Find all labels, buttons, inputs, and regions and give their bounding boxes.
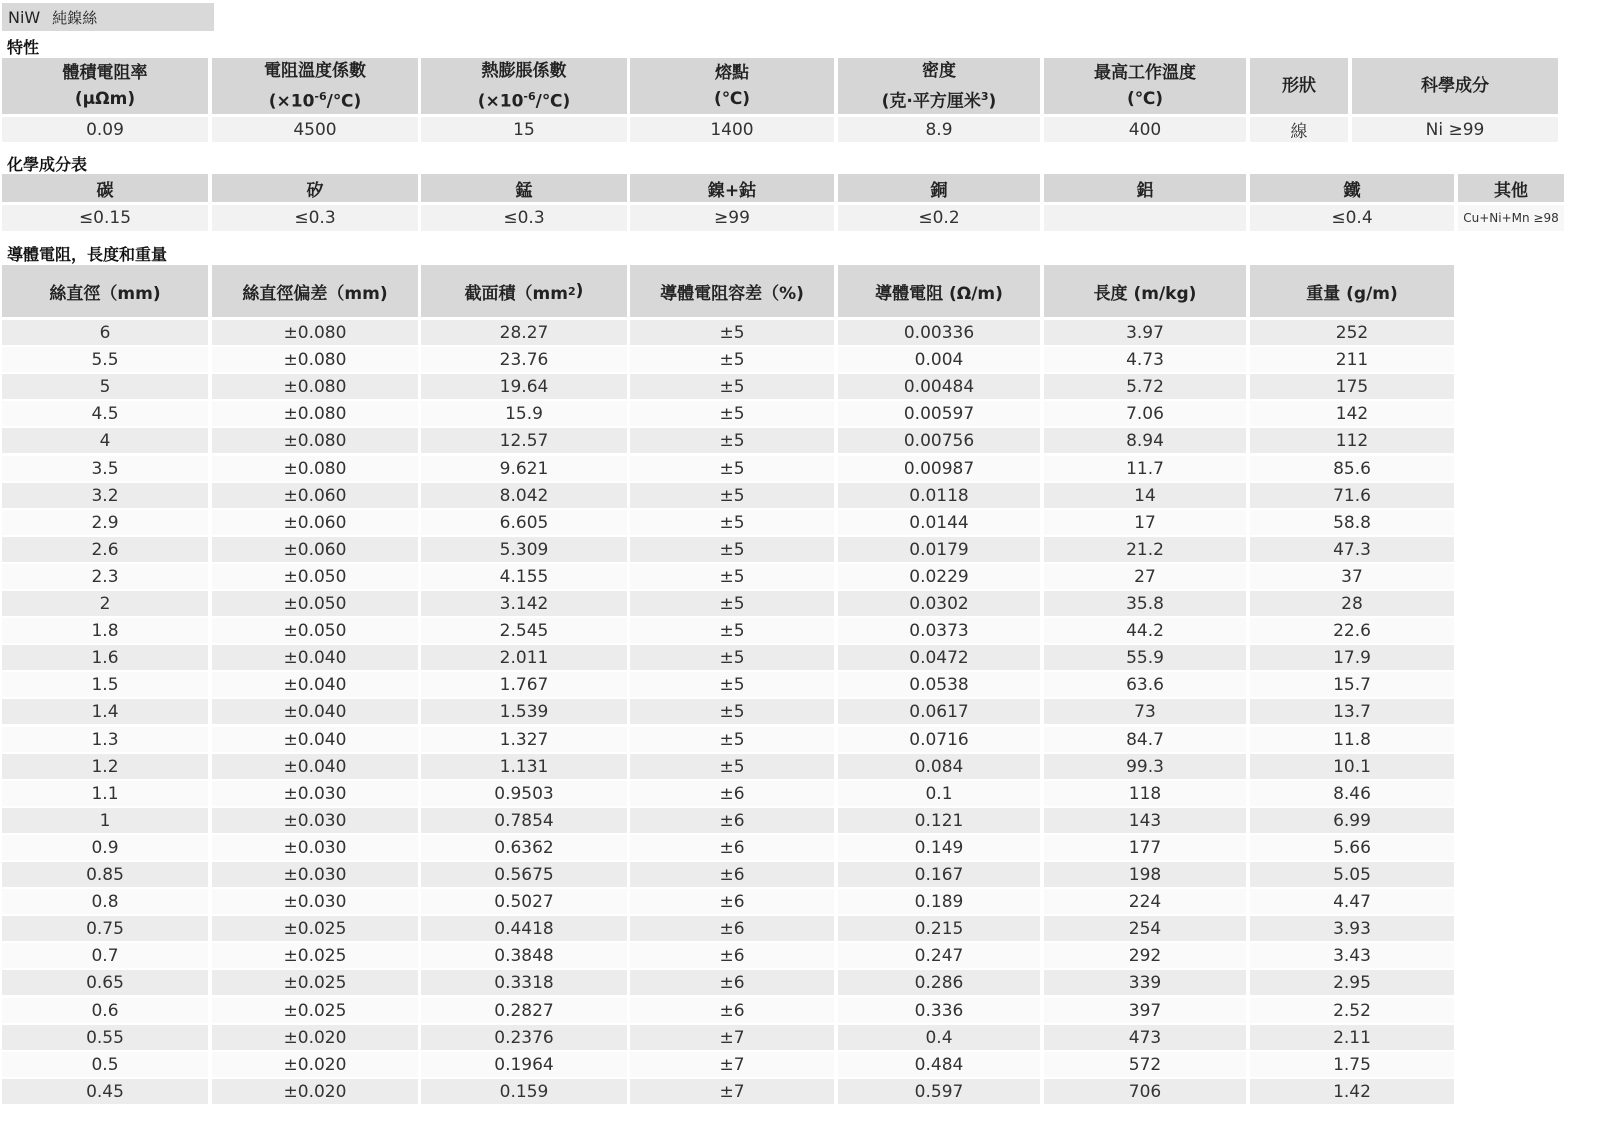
table-cell: 27	[1044, 564, 1246, 589]
table-cell: 2	[2, 591, 208, 616]
table-cell: ±5	[630, 672, 834, 697]
table-cell: 3.5	[2, 456, 208, 481]
table-cell: 5.05	[1250, 862, 1454, 887]
table-cell: ±0.040	[212, 754, 418, 779]
property-header-line2	[1127, 86, 1163, 112]
table-cell: 397	[1044, 998, 1246, 1023]
table-cell: 292	[1044, 943, 1246, 968]
table-cell: 0.159	[421, 1079, 627, 1104]
chemical-header: 錳	[421, 174, 627, 202]
property-value: Ni ≥99	[1352, 117, 1558, 142]
table-cell: 6	[2, 320, 208, 345]
table-cell: ±0.080	[212, 320, 418, 345]
table-cell: 3.142	[421, 591, 627, 616]
table-cell: 0.75	[2, 916, 208, 941]
property-value: 8.9	[838, 117, 1040, 142]
table-cell: ±0.080	[212, 428, 418, 453]
chemical-value: ≤0.15	[2, 205, 208, 231]
section-title-properties: 特性	[7, 38, 40, 57]
table-cell: 63.6	[1044, 672, 1246, 697]
table-cell: 0.5027	[421, 889, 627, 914]
table-cell: 118	[1044, 781, 1246, 806]
table-cell: 0.0716	[838, 727, 1040, 752]
table-cell: 0.6362	[421, 835, 627, 860]
table-cell: ±5	[630, 564, 834, 589]
table-cell: ±5	[630, 510, 834, 535]
table-cell: 73	[1044, 699, 1246, 724]
table-cell: 44.2	[1044, 618, 1246, 643]
property-value: 15	[421, 117, 627, 142]
table-cell: 8.042	[421, 483, 627, 508]
table-cell: 0.7	[2, 943, 208, 968]
table-cell: 2.9	[2, 510, 208, 535]
resistance-header	[421, 265, 627, 317]
property-unit: (克·平方厘米	[881, 91, 981, 112]
table-cell: 13.7	[1250, 699, 1454, 724]
property-unit: (×10	[268, 91, 315, 112]
table-cell: ±5	[630, 645, 834, 670]
table-cell: 0.247	[838, 943, 1040, 968]
table-cell: 0.336	[838, 998, 1040, 1023]
table-cell: 99.3	[1044, 754, 1246, 779]
property-unit: (℃)	[1126, 89, 1164, 109]
property-header-line1: 熔點	[715, 63, 749, 83]
table-cell: ±0.050	[212, 618, 418, 643]
table-cell: 0.00336	[838, 320, 1040, 345]
table-cell: ±5	[630, 699, 834, 724]
property-header-line2	[882, 84, 997, 115]
table-cell: ±0.040	[212, 672, 418, 697]
table-cell: 8.46	[1250, 781, 1454, 806]
table-cell: 10.1	[1250, 754, 1454, 779]
table-cell: ±0.060	[212, 483, 418, 508]
table-cell: 5.66	[1250, 835, 1454, 860]
table-cell: 3.93	[1250, 916, 1454, 941]
table-cell: 198	[1044, 862, 1246, 887]
table-cell: 1.539	[421, 699, 627, 724]
table-cell: 175	[1250, 374, 1454, 399]
table-cell: ±0.030	[212, 808, 418, 833]
table-cell: 2.6	[2, 537, 208, 562]
table-cell: 37	[1250, 564, 1454, 589]
table-cell: 0.0229	[838, 564, 1040, 589]
table-cell: ±7	[630, 1079, 834, 1104]
table-cell: 5.309	[421, 537, 627, 562]
table-cell: 2.95	[1250, 970, 1454, 995]
property-header-line2	[75, 86, 135, 112]
table-cell: 0.2827	[421, 998, 627, 1023]
resistance-header-label: 絲直徑（mm)	[49, 283, 161, 304]
table-cell: ±6	[630, 889, 834, 914]
table-cell: 2.3	[2, 564, 208, 589]
table-cell: ±0.060	[212, 537, 418, 562]
section-title-chemical: 化學成分表	[7, 155, 88, 174]
table-cell: 1.8	[2, 618, 208, 643]
table-cell: ±7	[630, 1025, 834, 1050]
table-cell: 0.149	[838, 835, 1040, 860]
table-cell: 21.2	[1044, 537, 1246, 562]
title-bar	[2, 3, 214, 31]
property-header-line2	[714, 86, 750, 112]
table-cell: ±6	[630, 862, 834, 887]
table-cell: 15.9	[421, 401, 627, 426]
property-header-line1: 熱膨脹係數	[481, 60, 567, 81]
property-unit: (×10	[477, 91, 524, 112]
property-value: 0.09	[2, 117, 208, 142]
table-cell: 473	[1044, 1025, 1246, 1050]
table-cell: 177	[1044, 835, 1246, 860]
table-cell: ±5	[630, 727, 834, 752]
table-cell: 0.004	[838, 347, 1040, 372]
table-cell: ±0.025	[212, 916, 418, 941]
table-cell: ±0.080	[212, 347, 418, 372]
table-cell: 0.0118	[838, 483, 1040, 508]
table-cell: 0.9	[2, 835, 208, 860]
section-title-resistance: 導體電阻，長度和重量	[7, 245, 168, 264]
table-cell: ±5	[630, 754, 834, 779]
table-cell: ±5	[630, 618, 834, 643]
table-cell: ±0.040	[212, 645, 418, 670]
table-cell: ±6	[630, 835, 834, 860]
table-cell: 1.1	[2, 781, 208, 806]
product-code: NiW	[8, 7, 41, 27]
property-header-line1: 電阻溫度係數	[264, 60, 366, 81]
chemical-value: ≤0.2	[838, 205, 1040, 231]
table-cell: ±0.040	[212, 727, 418, 752]
chemical-value: ≤0.4	[1250, 205, 1454, 231]
table-cell: 2.52	[1250, 998, 1454, 1023]
table-cell: ±6	[630, 970, 834, 995]
property-unit: (μΩm)	[74, 89, 136, 109]
property-header	[2, 58, 208, 114]
product-name: 純鎳絲	[52, 8, 98, 27]
table-cell: ±0.030	[212, 781, 418, 806]
table-cell: 0.215	[838, 916, 1040, 941]
table-cell: 1.767	[421, 672, 627, 697]
resistance-header	[1044, 265, 1246, 317]
table-cell: ±0.050	[212, 591, 418, 616]
table-cell: 0.7854	[421, 808, 627, 833]
chemical-header: 碳	[2, 174, 208, 202]
table-cell: 0.0302	[838, 591, 1040, 616]
table-cell: 6.605	[421, 510, 627, 535]
property-value: 1400	[630, 117, 834, 142]
chemical-header: 銅	[838, 174, 1040, 202]
table-cell: ±5	[630, 537, 834, 562]
table-cell: 0.4	[838, 1025, 1040, 1050]
table-cell: ±6	[630, 998, 834, 1023]
table-cell: 2.11	[1250, 1025, 1454, 1050]
table-cell: 211	[1250, 347, 1454, 372]
table-cell: 224	[1044, 889, 1246, 914]
table-cell: 0.00756	[838, 428, 1040, 453]
table-cell: 9.621	[421, 456, 627, 481]
table-cell: 0.0373	[838, 618, 1040, 643]
table-cell: 0.65	[2, 970, 208, 995]
table-cell: ±0.025	[212, 998, 418, 1023]
superscript: -6	[314, 89, 327, 103]
table-cell: 1.75	[1250, 1052, 1454, 1077]
chemical-header: 矽	[212, 174, 418, 202]
property-header	[1352, 58, 1558, 114]
table-cell: 0.189	[838, 889, 1040, 914]
table-cell: 4.73	[1044, 347, 1246, 372]
property-unit-suffix: /℃)	[326, 91, 362, 112]
table-cell: ±0.060	[212, 510, 418, 535]
table-cell: ±5	[630, 483, 834, 508]
table-cell: ±0.020	[212, 1079, 418, 1104]
table-cell: 0.2376	[421, 1025, 627, 1050]
property-header-line2	[478, 84, 570, 115]
chemical-value: ≥99	[630, 205, 834, 231]
table-cell: 0.286	[838, 970, 1040, 995]
resistance-header-label: 導體電阻容差（%)	[660, 283, 804, 304]
chemical-value	[1044, 205, 1246, 231]
chemical-header: 其他	[1458, 174, 1564, 202]
table-cell: 5.5	[2, 347, 208, 372]
table-cell: 5	[2, 374, 208, 399]
resistance-header-label: 長度 (m/kg)	[1093, 283, 1197, 304]
property-header	[1044, 58, 1246, 114]
table-cell: 0.1	[838, 781, 1040, 806]
table-cell: ±0.020	[212, 1052, 418, 1077]
table-cell: 0.00987	[838, 456, 1040, 481]
table-cell: ±6	[630, 781, 834, 806]
table-cell: 0.5675	[421, 862, 627, 887]
table-cell: ±5	[630, 591, 834, 616]
property-header	[212, 58, 418, 114]
table-cell: 252	[1250, 320, 1454, 345]
resistance-header	[212, 265, 418, 317]
table-cell: 0.85	[2, 862, 208, 887]
resistance-header	[2, 265, 208, 317]
table-cell: 28	[1250, 591, 1454, 616]
table-cell: 254	[1044, 916, 1246, 941]
chemical-header: 鋁	[1044, 174, 1246, 202]
table-cell: ±6	[630, 808, 834, 833]
property-unit-suffix: /℃)	[535, 91, 571, 112]
table-cell: 71.6	[1250, 483, 1454, 508]
table-cell: 0.1964	[421, 1052, 627, 1077]
table-cell: 0.6	[2, 998, 208, 1023]
table-cell: ±5	[630, 347, 834, 372]
table-cell: ±0.080	[212, 456, 418, 481]
property-unit-suffix: )	[988, 91, 997, 112]
table-cell: 143	[1044, 808, 1246, 833]
table-cell: 8.94	[1044, 428, 1246, 453]
table-cell: 0.0617	[838, 699, 1040, 724]
table-cell: 0.0144	[838, 510, 1040, 535]
table-cell: 4.155	[421, 564, 627, 589]
table-cell: ±0.025	[212, 943, 418, 968]
superscript: 2	[568, 284, 576, 298]
table-cell: ±5	[630, 401, 834, 426]
resistance-header-label: 絲直徑偏差（mm)	[242, 283, 388, 304]
resistance-header	[630, 265, 834, 317]
table-cell: 35.8	[1044, 591, 1246, 616]
table-cell: 1.5	[2, 672, 208, 697]
table-cell: ±0.080	[212, 401, 418, 426]
property-header	[630, 58, 834, 114]
property-header	[421, 58, 627, 114]
property-unit: (℃)	[713, 89, 751, 109]
table-cell: 11.7	[1044, 456, 1246, 481]
table-cell: 12.57	[421, 428, 627, 453]
table-cell: ±6	[630, 943, 834, 968]
table-cell: 23.76	[421, 347, 627, 372]
table-cell: ±0.030	[212, 889, 418, 914]
chemical-value: ≤0.3	[212, 205, 418, 231]
table-cell: 0.4418	[421, 916, 627, 941]
table-cell: 0.597	[838, 1079, 1040, 1104]
table-cell: ±5	[630, 428, 834, 453]
table-cell: 85.6	[1250, 456, 1454, 481]
table-cell: 0.3318	[421, 970, 627, 995]
table-cell: 11.8	[1250, 727, 1454, 752]
table-cell: 4	[2, 428, 208, 453]
table-cell: 0.9503	[421, 781, 627, 806]
table-cell: 84.7	[1044, 727, 1246, 752]
resistance-header-label: 導體電阻 (Ω/m)	[875, 283, 1003, 304]
table-cell: 4.47	[1250, 889, 1454, 914]
table-cell: 19.64	[421, 374, 627, 399]
resistance-header-label: 截面積（mm	[464, 283, 568, 304]
property-value: 400	[1044, 117, 1246, 142]
property-value: 線	[1250, 117, 1348, 142]
table-cell: 17.9	[1250, 645, 1454, 670]
table-cell: 0.121	[838, 808, 1040, 833]
table-cell: 2.545	[421, 618, 627, 643]
table-cell: ±0.040	[212, 699, 418, 724]
table-cell: 0.8	[2, 889, 208, 914]
table-cell: 1.4	[2, 699, 208, 724]
resistance-header-suffix: )	[575, 281, 584, 301]
property-header-line1: 最高工作溫度	[1094, 63, 1196, 83]
chemical-value: Cu+Ni+Mn ≥98	[1458, 205, 1564, 231]
chemical-header: 鎳+鈷	[630, 174, 834, 202]
superscript: -6	[523, 89, 536, 103]
table-cell: 3.97	[1044, 320, 1246, 345]
table-cell: 2.011	[421, 645, 627, 670]
table-cell: 112	[1250, 428, 1454, 453]
table-cell: 0.00484	[838, 374, 1040, 399]
property-value: 4500	[212, 117, 418, 142]
resistance-header	[1250, 265, 1454, 317]
table-cell: 0.167	[838, 862, 1040, 887]
table-cell: 0.55	[2, 1025, 208, 1050]
property-header-line1: 密度	[922, 60, 956, 81]
table-cell: 572	[1044, 1052, 1246, 1077]
table-cell: ±6	[630, 916, 834, 941]
table-cell: 22.6	[1250, 618, 1454, 643]
property-header-line1: 形狀	[1282, 76, 1316, 96]
property-header-line2	[269, 84, 361, 115]
table-cell: 55.9	[1044, 645, 1246, 670]
table-cell: 0.5	[2, 1052, 208, 1077]
property-header	[1250, 58, 1348, 114]
table-cell: 17	[1044, 510, 1246, 535]
table-cell: ±0.030	[212, 835, 418, 860]
property-header-line1: 體積電阻率	[62, 63, 148, 83]
table-cell: 0.0538	[838, 672, 1040, 697]
table-cell: 4.5	[2, 401, 208, 426]
table-cell: ±0.020	[212, 1025, 418, 1050]
table-cell: 0.3848	[421, 943, 627, 968]
property-header	[838, 58, 1040, 114]
table-cell: 1.3	[2, 727, 208, 752]
table-cell: 15.7	[1250, 672, 1454, 697]
resistance-header-label: 重量 (g/m)	[1306, 283, 1398, 304]
table-cell: 58.8	[1250, 510, 1454, 535]
property-header-line1: 科學成分	[1421, 76, 1489, 96]
table-cell: 0.484	[838, 1052, 1040, 1077]
table-cell: 5.72	[1044, 374, 1246, 399]
table-cell: ±0.080	[212, 374, 418, 399]
table-cell: 28.27	[421, 320, 627, 345]
table-cell: 0.084	[838, 754, 1040, 779]
table-cell: ±7	[630, 1052, 834, 1077]
table-cell: 1.2	[2, 754, 208, 779]
table-cell: ±0.030	[212, 862, 418, 887]
table-cell: 3.43	[1250, 943, 1454, 968]
resistance-header	[838, 265, 1040, 317]
table-cell: 0.0472	[838, 645, 1040, 670]
table-cell: 0.45	[2, 1079, 208, 1104]
superscript: 3	[980, 89, 989, 103]
table-cell: 1.327	[421, 727, 627, 752]
table-cell: 1.6	[2, 645, 208, 670]
table-cell: 7.06	[1044, 401, 1246, 426]
table-cell: 142	[1250, 401, 1454, 426]
table-cell: 1	[2, 808, 208, 833]
table-cell: 1.131	[421, 754, 627, 779]
table-cell: 1.42	[1250, 1079, 1454, 1104]
table-cell: ±5	[630, 374, 834, 399]
table-cell: 6.99	[1250, 808, 1454, 833]
table-cell: 14	[1044, 483, 1246, 508]
table-cell: 0.00597	[838, 401, 1040, 426]
table-cell: 0.0179	[838, 537, 1040, 562]
table-cell: ±5	[630, 320, 834, 345]
table-cell: 47.3	[1250, 537, 1454, 562]
table-cell: ±0.050	[212, 564, 418, 589]
table-cell: ±5	[630, 456, 834, 481]
chemical-header: 鐵	[1250, 174, 1454, 202]
table-cell: ±0.025	[212, 970, 418, 995]
table-cell: 339	[1044, 970, 1246, 995]
table-cell: 706	[1044, 1079, 1246, 1104]
chemical-value: ≤0.3	[421, 205, 627, 231]
table-cell: 3.2	[2, 483, 208, 508]
